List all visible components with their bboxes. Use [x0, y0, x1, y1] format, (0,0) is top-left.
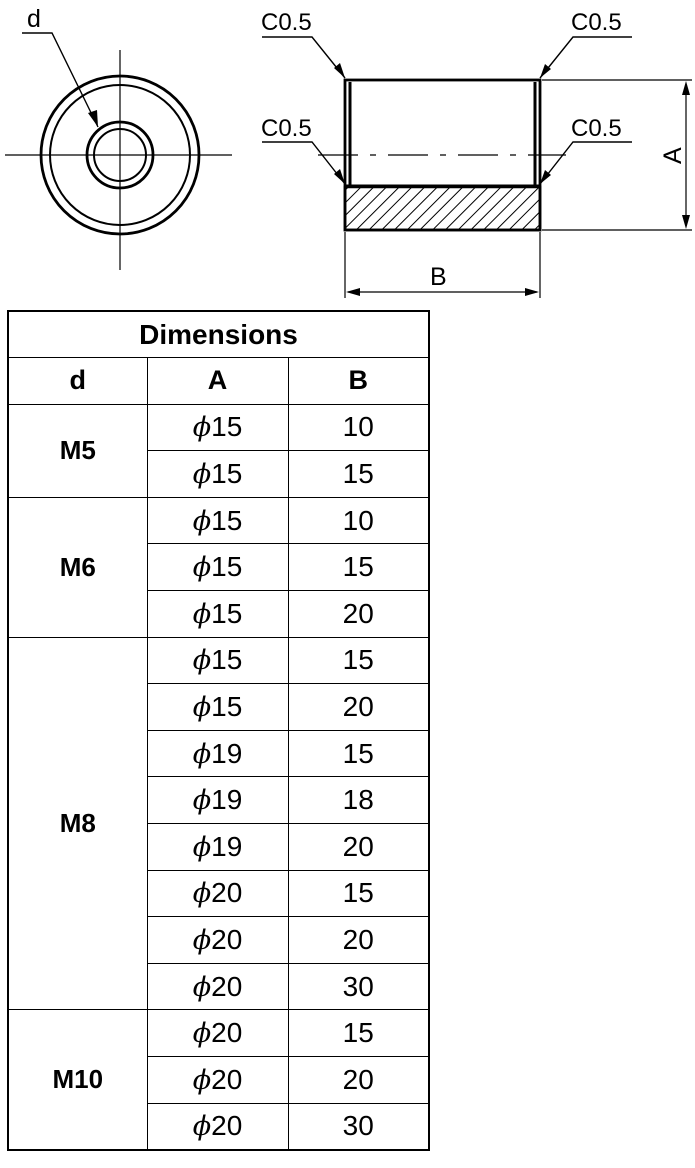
chamfer-leader-top-left [262, 37, 345, 78]
table-header-row [8, 358, 429, 405]
header-a: A [147, 358, 288, 405]
thread-size-cell: M6 [8, 497, 147, 637]
diameter-symbol: ϕ [192, 924, 212, 956]
outer-diameter-value: 19 [211, 784, 243, 816]
outer-diameter-value: 15 [211, 457, 243, 489]
outer-diameter-value: 20 [211, 923, 243, 955]
dim-a-arrow-bottom [682, 215, 690, 229]
outer-diameter-cell [147, 451, 288, 498]
outer-diameter-cell [147, 497, 288, 544]
diameter-symbol: ϕ [192, 1111, 212, 1143]
chamfer-label-mid-right: C0.5 [571, 115, 622, 142]
front-view [5, 5, 232, 270]
thread-size-cell: M8 [8, 637, 147, 1010]
outer-diameter-cell [147, 404, 288, 451]
outer-diameter-cell [147, 963, 288, 1010]
outer-diameter-cell [147, 777, 288, 824]
length-cell: 20 [288, 917, 429, 964]
length-cell: 15 [288, 1010, 429, 1057]
outer-diameter-value: 15 [211, 411, 243, 443]
outer-diameter-value: 20 [211, 1063, 243, 1095]
length-cell: 18 [288, 777, 429, 824]
length-cell: 15 [288, 451, 429, 498]
outer-diameter-value: 15 [211, 551, 243, 583]
diameter-symbol: ϕ [192, 458, 212, 490]
outer-diameter-cell [147, 590, 288, 637]
outer-diameter-value: 20 [211, 1017, 243, 1049]
table-row [8, 497, 429, 544]
header-b: B [288, 358, 429, 405]
diameter-symbol: ϕ [192, 785, 212, 817]
length-cell: 20 [288, 684, 429, 731]
dim-a-label: A [659, 147, 687, 164]
chamfer-label-mid-left: C0.5 [261, 115, 312, 142]
thread-size-cell: M10 [8, 1010, 147, 1150]
outer-diameter-cell [147, 870, 288, 917]
outer-diameter-value: 15 [211, 597, 243, 629]
outer-diameter-cell [147, 637, 288, 684]
diameter-symbol: ϕ [192, 691, 212, 723]
outer-diameter-cell [147, 684, 288, 731]
length-cell: 20 [288, 1056, 429, 1103]
outer-diameter-cell [147, 544, 288, 591]
table-title: Dimensions [8, 311, 429, 358]
diameter-symbol: ϕ [192, 645, 212, 677]
outer-diameter-value: 20 [211, 877, 243, 909]
length-cell: 30 [288, 1103, 429, 1150]
outer-diameter-value: 20 [211, 1110, 243, 1142]
chamfer-arrow-top-left [334, 63, 345, 78]
outer-diameter-value: 15 [211, 644, 243, 676]
dim-b-label: B [430, 263, 447, 291]
header-d: d [8, 358, 147, 405]
length-cell: 20 [288, 590, 429, 637]
technical-drawing [0, 0, 695, 300]
dim-b-arrow-right [525, 288, 539, 296]
table-title-row [8, 311, 429, 358]
d-leader-line [22, 33, 98, 127]
outer-diameter-value: 20 [211, 970, 243, 1002]
diameter-symbol: ϕ [192, 505, 212, 537]
chamfer-label-top-left: C0.5 [261, 9, 312, 36]
length-cell: 10 [288, 404, 429, 451]
outer-diameter-cell [147, 1010, 288, 1057]
thread-size-cell: M5 [8, 404, 147, 497]
length-cell: 15 [288, 637, 429, 684]
diameter-symbol: ϕ [192, 412, 212, 444]
outer-diameter-value: 19 [211, 737, 243, 769]
chamfer-label-top-right: C0.5 [571, 9, 622, 36]
diameter-symbol: ϕ [192, 598, 212, 630]
hatched-section [345, 187, 540, 230]
diameter-symbol: ϕ [192, 878, 212, 910]
dimensions-table [7, 310, 430, 1151]
table-row [8, 1010, 429, 1057]
length-cell: 10 [288, 497, 429, 544]
dim-a-arrow-top [682, 81, 690, 95]
table-row [8, 637, 429, 684]
outer-diameter-cell [147, 823, 288, 870]
outer-diameter-cell [147, 1056, 288, 1103]
outer-diameter-value: 15 [211, 504, 243, 536]
length-cell: 15 [288, 730, 429, 777]
diameter-symbol: ϕ [192, 552, 212, 584]
chamfer-leader-mid-left [262, 142, 345, 184]
chamfer-leader-mid-right [540, 142, 632, 184]
length-cell: 15 [288, 544, 429, 591]
chamfer-leader-top-right [540, 37, 632, 78]
length-cell: 30 [288, 963, 429, 1010]
length-cell: 20 [288, 823, 429, 870]
outer-diameter-value: 15 [211, 690, 243, 722]
dim-b-arrow-left [346, 288, 360, 296]
diameter-symbol: ϕ [192, 1018, 212, 1050]
d-leader-arrow [88, 110, 98, 127]
outer-diameter-cell [147, 1103, 288, 1150]
length-cell: 15 [288, 870, 429, 917]
diameter-symbol: ϕ [192, 738, 212, 770]
side-view [261, 9, 692, 298]
diameter-symbol: ϕ [192, 971, 212, 1003]
outer-diameter-cell [147, 730, 288, 777]
dimensions-table-container [7, 310, 430, 1151]
outer-diameter-cell [147, 917, 288, 964]
table-row [8, 404, 429, 451]
outer-diameter-value: 19 [211, 830, 243, 862]
d-label: d [27, 5, 41, 33]
table-body [8, 404, 429, 1150]
diameter-symbol: ϕ [192, 831, 212, 863]
diameter-symbol: ϕ [192, 1064, 212, 1096]
